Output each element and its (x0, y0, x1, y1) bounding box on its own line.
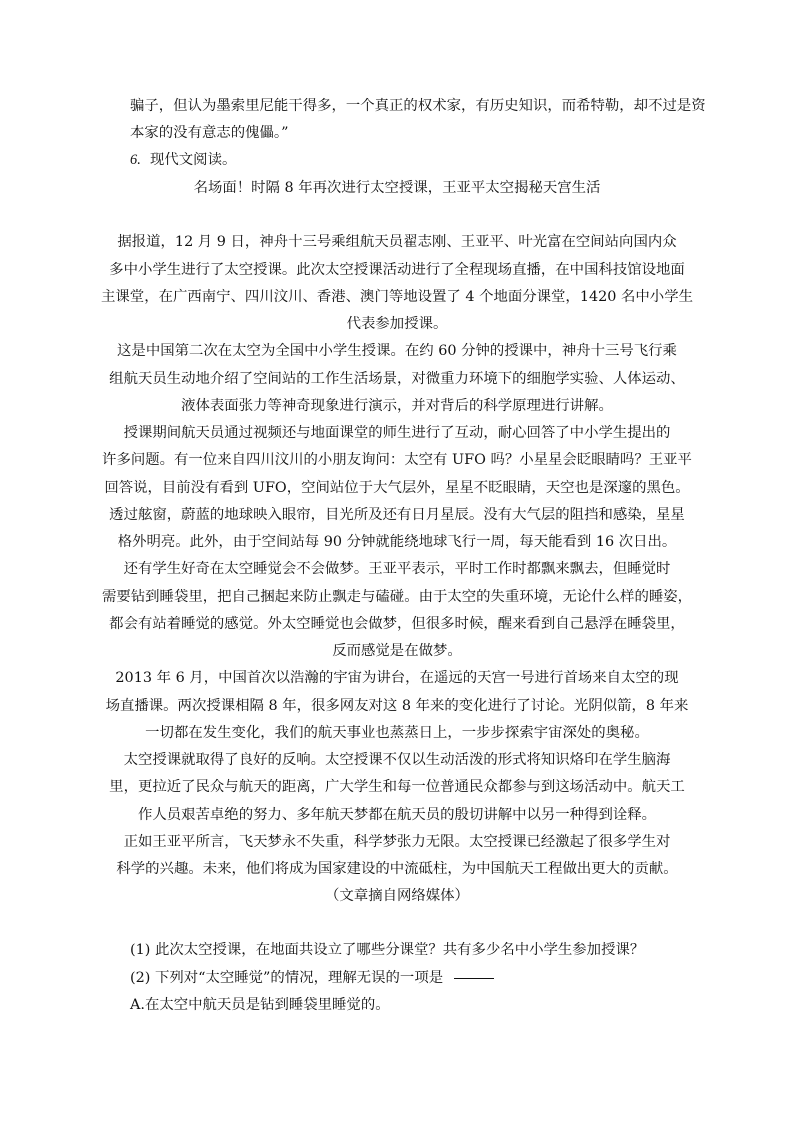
article-line-18: 场直播课。两次授课相隔 8 年，很多网友对这 8 年来的变化进行了讨论。光阴似箭，8 年来 (105, 698, 689, 714)
article-line-24: 科学的兴趣。未来，他们将成为国家建设的中流砥柱，为中国航天工程做出更大的贡献。 (116, 861, 678, 877)
article-line-5: 这是中国第二次在太空为全国中小学生授课。在约 60 分钟的授课中，神舟十三号飞行乘 (117, 343, 677, 359)
question-section-title: 现代文阅读。 (150, 152, 237, 168)
article-line-21: 里，更拉近了民众与航天的距离，广大学生和每一位普通民众都参与到这场活动中。航天工 (109, 779, 685, 795)
article-line-23: 正如王亚平所言，飞天梦永不失重，科学梦张力无限。太空授课已经激起了很多学生对 (123, 834, 671, 850)
article-line-1: 据报道，12 月 9 日，神舟十三号乘组航天员翟志刚、王亚平、叶光富在空间站向国内众 (117, 234, 677, 250)
option-a: A.在太空中航天员是钻到睡袋里睡觉的。 (130, 997, 390, 1013)
intro-line-2: 本家的没有意志的傀儡。” (130, 125, 289, 141)
article-source: （文章摘自网络媒体） (325, 888, 469, 904)
article-line-22: 作人员艰苦卓绝的努力、多年航天梦都在航天员的殷切讲解中以另一种得到诠释。 (137, 807, 657, 823)
article-line-8: 授课期间航天员通过视频还与地面课堂的师生进行了互动，耐心回答了中小学生提出的 (123, 425, 671, 441)
article-title: 名场面！时隔 8 年再次进行太空授课，王亚平太空揭秘天宫生活 (193, 180, 601, 196)
article-line-17: 2013 年 6 月，中国首次以浩瀚的宇宙为讲台，在遥远的天宫一号进行首场来自太空的现 (115, 670, 679, 686)
article-line-16: 反而感觉是在做梦。 (332, 643, 462, 659)
article-line-15: 都会有站着睡觉的感觉。外太空睡觉也会做梦，但很多时候，醒来看到自己悬浮在睡袋里， (109, 616, 685, 632)
answer-blank (454, 978, 494, 979)
subquestion-1: (1) 此次太空授课，在地面共设立了哪些分课堂？共有多少名中小学生参加授课？ (130, 942, 645, 958)
article-line-3: 主课堂，在广西南宁、四川汶川、香港、澳门等地设置了 4 个地面分课堂，1420 名中小学生 (101, 289, 693, 305)
article-line-12: 格外明亮。此外，由于空间站每 90 分钟就能绕地球飞行一周，每天能看到 16 次日出。 (117, 534, 677, 550)
subquestion-2-row (130, 968, 494, 988)
article-line-19: 一切都在发生变化，我们的航天事业也蒸蒸日上，一步步探索宇宙深处的奥秘。 (145, 725, 649, 741)
article-line-20: 太空授课就取得了良好的反响。太空授课不仅以生动活泼的形式将知识烙印在学生脑海 (123, 752, 671, 768)
article-line-9: 许多问题。有一位来自四川汶川的小朋友询问：太空有 UFO 吗？小星星会眨眼睛吗？王亚平 (102, 452, 692, 468)
article-line-10: 回答说，目前没有看到 UFO，空间站位于大气层外，星星不眨眼睛，天空也是深邃的黑色。 (104, 480, 690, 496)
article-line-13: 还有学生好奇在太空睡觉会不会做梦。王亚平表示，平时工作时都飘来飘去，但睡觉时 (123, 561, 671, 577)
article-line-2: 多中小学生进行了太空授课。此次太空授课活动进行了全程现场直播，在中国科技馆设地面 (109, 262, 685, 278)
intro-line-1: 骗子，但认为墨索里尼能干得多，一个真正的权术家，有历史知识，而希特勒，却不过是资 (130, 98, 706, 114)
article-line-7: 液体表面张力等神奇现象进行演示，并对背后的科学原理进行讲解。 (181, 398, 613, 414)
article-line-6: 组航天员生动地介绍了空间站的工作生活场景，对微重力环境下的细胞学实验、人体运动、 (109, 371, 685, 387)
question-number: 6. (130, 152, 141, 168)
article-line-4: 代表参加授课。 (346, 316, 448, 332)
article-line-11: 透过舷窗，蔚蓝的地球映入眼帘，目光所及还有日月星辰。没有大气层的阻挡和感染，星星 (109, 507, 685, 523)
article-line-14: 需要钻到睡袋里，把自己捆起来防止飘走与磕碰。由于太空的失重环境，无论什么样的睡姿， (101, 589, 693, 605)
subquestion-2-text: (2) 下列对“太空睡觉”的情况，理解无误的一项是 (130, 970, 444, 986)
